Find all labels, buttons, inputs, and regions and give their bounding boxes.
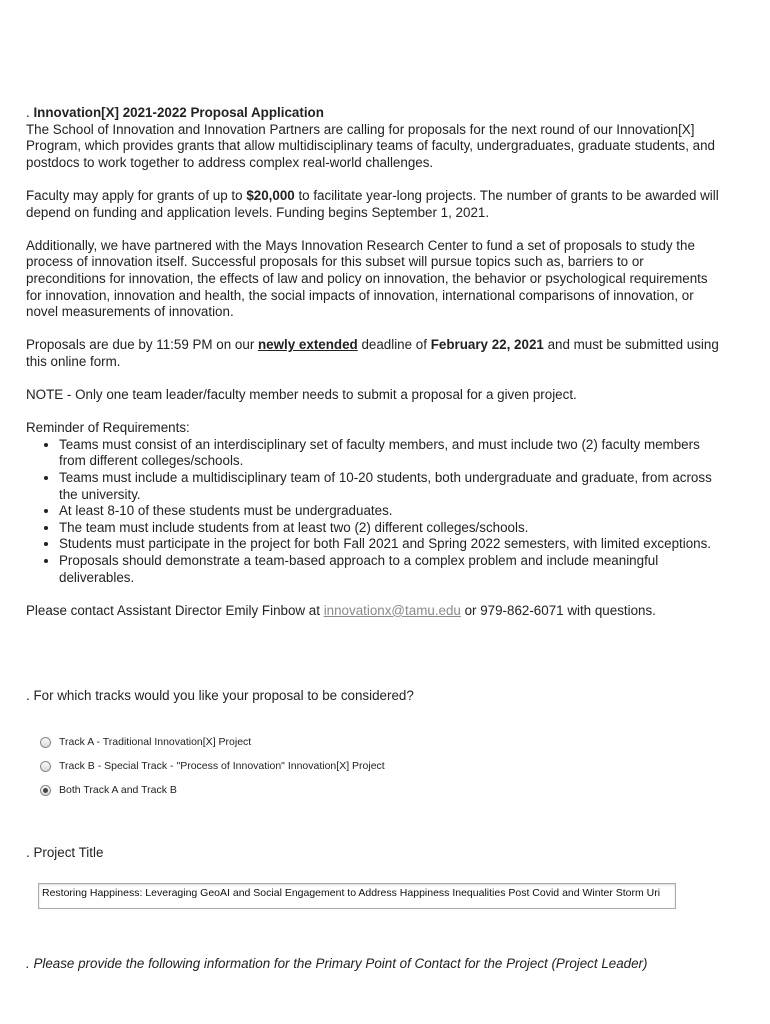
intro-paragraph-1: The School of Innovation and Innovation Partners are calling for proposals for the next round of our Innovation[X] Program, which provides grants that allow multidisciplinary teams of faculty, undergraduates, graduate students, and postdocs to work together to address complex real-world challenges.: [26, 121, 715, 170]
p4-text-after: and must be submitted using this online form.: [26, 337, 719, 369]
tracks-options: [40, 730, 385, 802]
requirement-item: • At least 8-10 of these students must be undergraduates.: [59, 503, 726, 520]
p2-text-before: Faculty may apply for grants of up to: [26, 187, 247, 203]
requirement-item: • Teams must include a multidisciplinary team of 10-20 students, both undergraduate and graduate, from across the university.: [59, 470, 726, 503]
p2-text-after: to facilitate year-long projects. The number of grants to be awarded will depend on funding and application levels. Funding begins September 1, 2021.: [26, 187, 719, 220]
note-paragraph: NOTE - Only one team leader/faculty member needs to submit a proposal for a given project.: [26, 387, 577, 403]
track-option-b[interactable]: [40, 754, 385, 778]
reminder-heading: Reminder of Requirements:: [26, 420, 190, 436]
track-option-a[interactable]: [40, 730, 385, 754]
contact-email-link[interactable]: innovationx@tamu.edu: [323, 602, 461, 618]
track-option-label: Track A - Traditional Innovation[X] Project: [59, 736, 252, 748]
tracks-question: . For which tracks would you like your proposal to be considered?: [26, 688, 414, 703]
intro-section: [26, 105, 726, 636]
contact-paragraph: [26, 603, 726, 620]
project-title-input[interactable]: Restoring Happiness: Leveraging GeoAI and Social Engagement to Address Happiness Inequalities Post Covid and Winter Storm Uri: [38, 883, 676, 909]
requirement-item: • The team must include students from at least two (2) different colleges/schools.: [59, 520, 726, 537]
project-title-question: . Project Title: [26, 845, 104, 860]
contact-text-after: or 979-862-6071 with questions.: [460, 602, 656, 618]
intro-paragraph-3: Additionally, we have partnered with the Mays Innovation Research Center to fund a set of proposals to study the process of innovation itself. Successful proposals for this subset will pursue topics such as, barriers to or preconditions for innovation, the effects of law and policy on innovation, the behavior or psychological requirements for innovation, innovation and health, the social impacts of innovation, international comparisons of innovation, or novel measurements of innovation.: [26, 237, 708, 320]
newly-extended-emphasis: newly extended: [258, 337, 358, 353]
contact-info-question: . Please provide the following information for the Primary Point of Contact for the Project (Project Leader): [26, 956, 648, 971]
radio-checked-icon[interactable]: [40, 785, 51, 796]
requirement-item: • Students must participate in the project for both Fall 2021 and Spring 2022 semesters, with limited exceptions.: [59, 536, 726, 553]
requirement-item: • Teams must consist of an interdisciplinary set of faculty members, and must include two (2) faculty members from different colleges/schools.: [59, 437, 726, 470]
radio-unchecked-icon[interactable]: [40, 761, 51, 772]
intro-paragraph-2: [26, 188, 726, 221]
page-title: Innovation[X] 2021-2022 Proposal Application: [33, 105, 324, 120]
deadline-date: February 22, 2021: [430, 337, 544, 353]
p4-text-before: Proposals are due by 11:59 PM on our: [26, 337, 258, 353]
intro-heading: [26, 105, 726, 171]
track-option-label: Both Track A and Track B: [59, 784, 177, 796]
requirement-item: • Proposals should demonstrate a team-based approach to a complex problem and include meaningful deliverables.: [59, 553, 726, 586]
p4-text-mid: deadline of: [357, 337, 431, 353]
radio-unchecked-icon[interactable]: [40, 737, 51, 748]
track-option-label: Track B - Special Track - "Process of Innovation" Innovation[X] Project: [59, 760, 385, 772]
track-option-both[interactable]: [40, 778, 385, 802]
requirements-list: [26, 437, 726, 586]
heading-prefix: .: [26, 105, 34, 120]
intro-paragraph-4: [26, 337, 726, 370]
grant-amount: $20,000: [246, 187, 295, 203]
contact-text-before: Please contact Assistant Director Emily Finbow at: [26, 602, 324, 618]
